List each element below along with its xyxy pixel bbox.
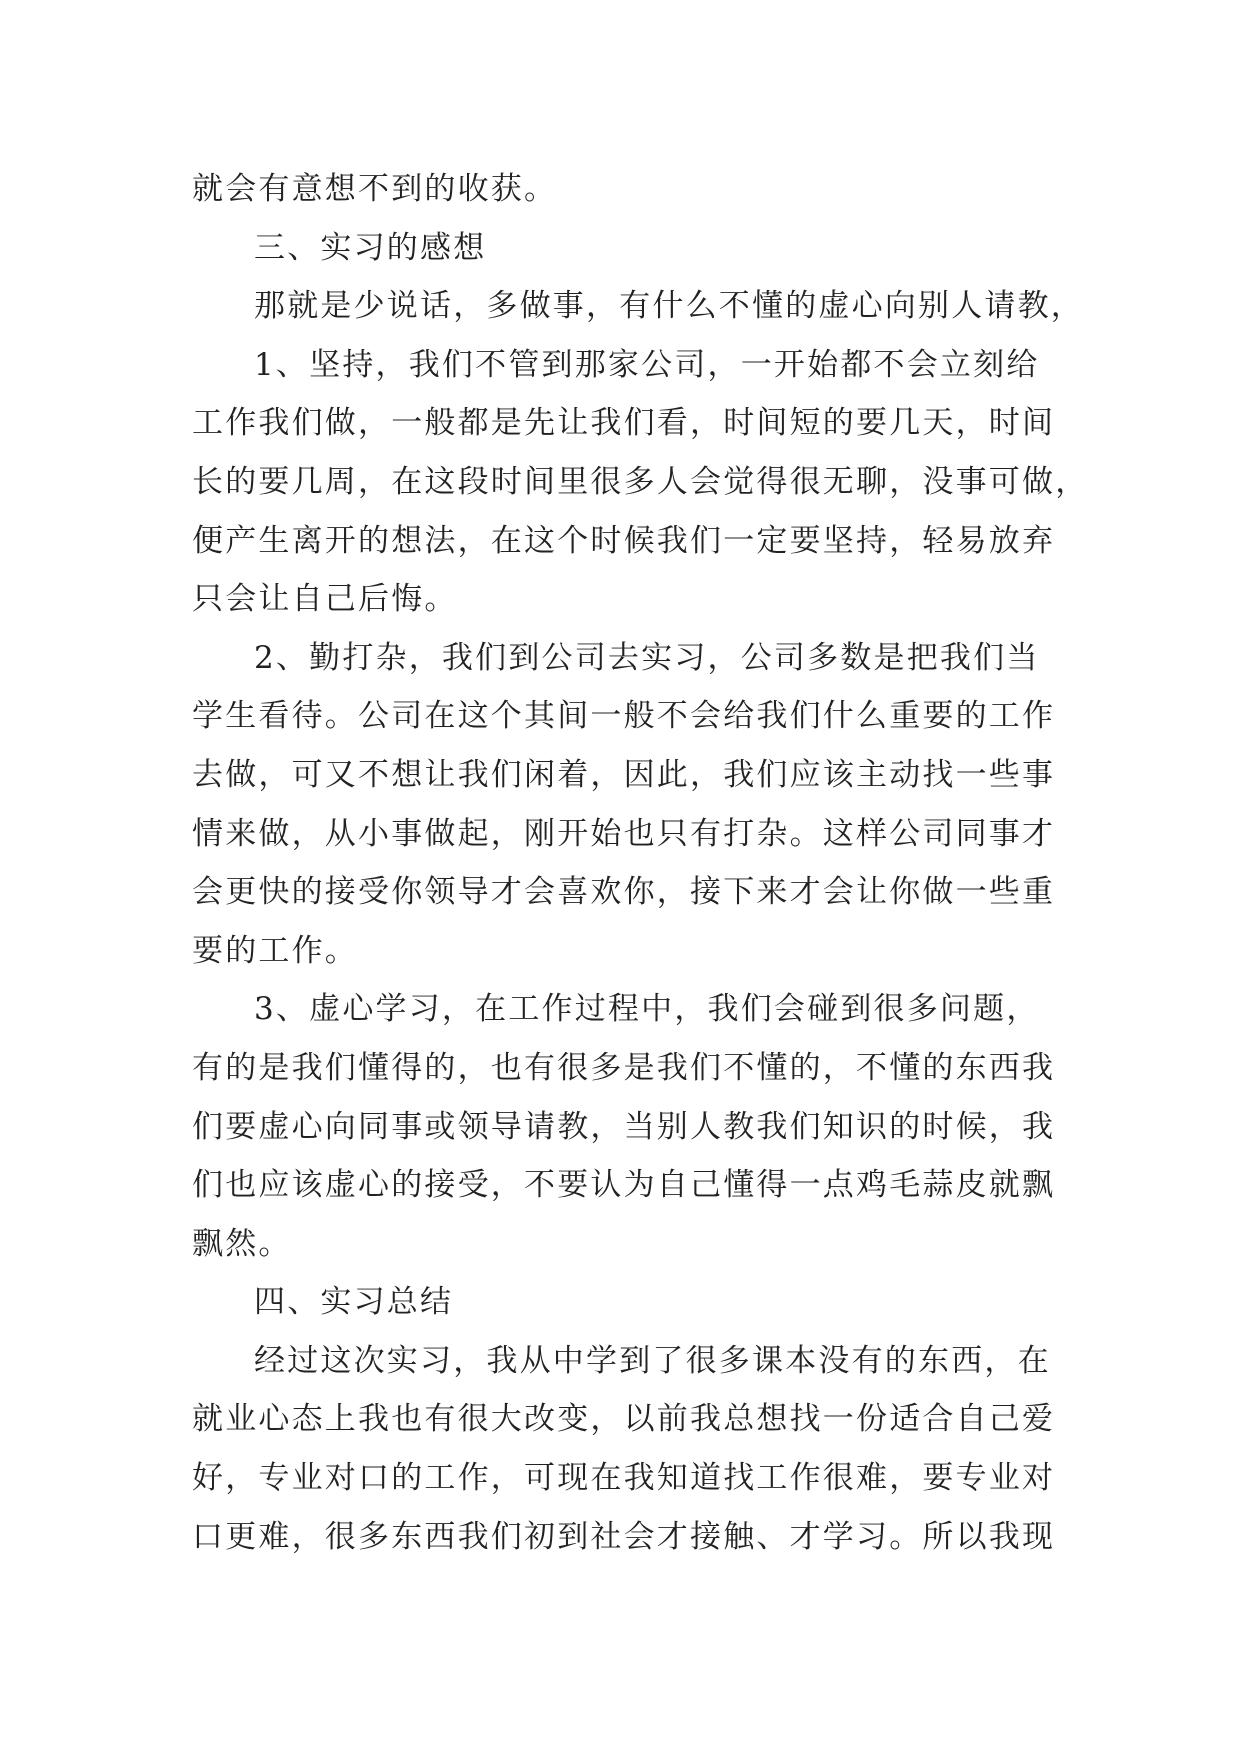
paragraph-line: 就业心态上我也有很大改变，以前我总想找一份适合自己爱 bbox=[192, 1401, 1056, 1438]
paragraph-line: 好，专业对口的工作，可现在我知道找工作很难，要专业对 bbox=[192, 1460, 1056, 1497]
paragraph-line: 口更难，很多东西我们初到社会才接触、才学习。所以我现 bbox=[192, 1518, 1056, 1555]
paragraph-line: 3、虚心学习，在工作过程中，我们会碰到很多问题， bbox=[254, 991, 1040, 1028]
paragraph-line: 2、勤打杂，我们到公司去实习，公司多数是把我们当 bbox=[254, 639, 1040, 676]
section-heading: 三、实习的感想 bbox=[254, 229, 487, 266]
paragraph-line: 那就是少说话，多做事，有什么不懂的虚心向别人请教， bbox=[254, 288, 1084, 325]
paragraph-line: 们也应该虚心的接受，不要认为自己懂得一点鸡毛蒜皮就飘 bbox=[192, 1167, 1056, 1204]
paragraph-line: 学生看待。公司在这个其间一般不会给我们什么重要的工作 bbox=[192, 698, 1056, 735]
document-body bbox=[192, 160, 1089, 1566]
paragraph-line: 长的要几周，在这段时间里很多人会觉得很无聊，没事可做， bbox=[192, 463, 1089, 500]
paragraph-line: 只会让自己后悔。 bbox=[192, 581, 458, 618]
paragraph-line: 便产生离开的想法，在这个时候我们一定要坚持，轻易放弃 bbox=[192, 522, 1056, 559]
paragraph-line: 飘然。 bbox=[192, 1225, 292, 1262]
paragraph-line: 要的工作。 bbox=[192, 932, 358, 969]
paragraph-line: 去做，可又不想让我们闲着，因此，我们应该主动找一些事 bbox=[192, 756, 1056, 793]
paragraph-line: 经过这次实习，我从中学到了很多课本没有的东西，在 bbox=[254, 1342, 1051, 1379]
paragraph-line: 情来做，从小事做起，刚开始也只有打杂。这样公司同事才 bbox=[192, 815, 1056, 852]
paragraph-line: 会更快的接受你领导才会喜欢你，接下来才会让你做一些重 bbox=[192, 874, 1056, 911]
paragraph-line: 有的是我们懂得的，也有很多是我们不懂的，不懂的东西我 bbox=[192, 1049, 1056, 1086]
paragraph-line: 就会有意想不到的收获。 bbox=[192, 171, 558, 207]
section-heading: 四、实习总结 bbox=[254, 1284, 454, 1321]
paragraph-line: 1、坚持，我们不管到那家公司，一开始都不会立刻给 bbox=[254, 346, 1040, 383]
paragraph-line: 工作我们做，一般都是先让我们看，时间短的要几天，时间 bbox=[192, 405, 1056, 442]
paragraph-line: 们要虚心向同事或领导请教，当别人教我们知识的时候，我 bbox=[192, 1108, 1056, 1145]
